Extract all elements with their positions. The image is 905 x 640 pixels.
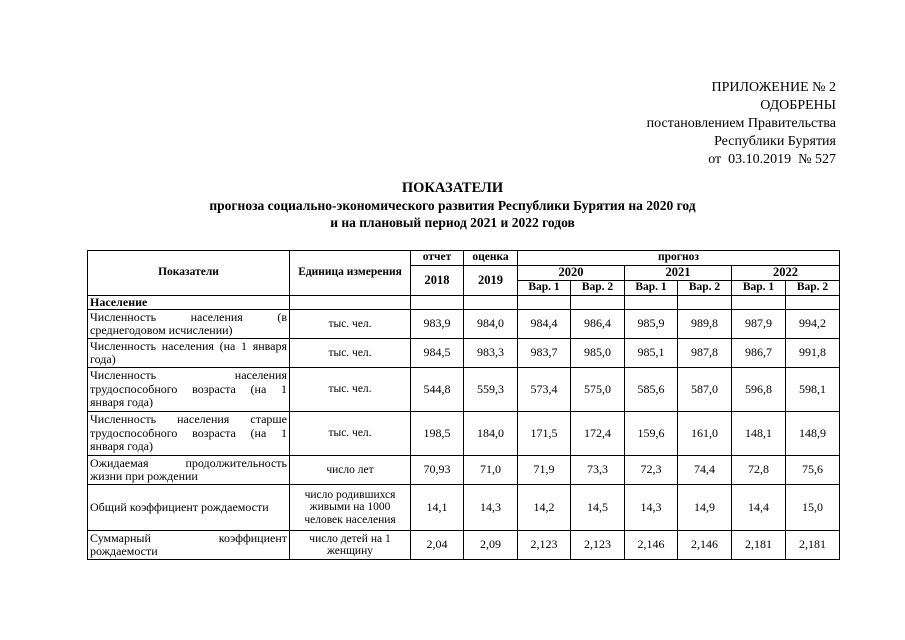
title-line-2: и на плановый период 2021 и 2022 годов <box>330 215 575 230</box>
value-2021-var1: 985,9 <box>625 310 678 339</box>
value-2020-var1: 14,2 <box>518 485 571 531</box>
value-2022-var2: 598,1 <box>786 368 840 412</box>
value-2020-var1: 71,9 <box>518 456 571 485</box>
header-2022-var2: Вар. 2 <box>786 280 840 295</box>
title-line-1: прогноза социально-экономического развития Республики Бурятия на 2020 год <box>209 198 696 213</box>
value-2022-var1: 14,4 <box>732 485 786 531</box>
value-2021-var2: 161,0 <box>678 412 732 456</box>
value-2020-var1: 573,4 <box>518 368 571 412</box>
value-2018: 983,9 <box>411 310 464 339</box>
value-2020-var1: 984,4 <box>518 310 571 339</box>
value-2019: 2,09 <box>464 531 518 560</box>
row-name: Численность населения (на 1 января года) <box>88 339 290 368</box>
value-2018: 2,04 <box>411 531 464 560</box>
header-year-2022: 2022 <box>732 266 840 281</box>
value-2022-var1: 596,8 <box>732 368 786 412</box>
table-row <box>88 456 840 485</box>
row-unit: тыс. чел. <box>290 412 411 456</box>
value-2018: 984,5 <box>411 339 464 368</box>
value-2018: 70,93 <box>411 456 464 485</box>
value-2019: 983,3 <box>464 339 518 368</box>
header-2021-var1: Вар. 1 <box>625 280 678 295</box>
value-2020-var1: 171,5 <box>518 412 571 456</box>
table-row <box>88 368 840 412</box>
value-2020-var2: 2,123 <box>571 531 625 560</box>
value-2022-var1: 148,1 <box>732 412 786 456</box>
value-2021-var1: 72,3 <box>625 456 678 485</box>
value-2019: 184,0 <box>464 412 518 456</box>
value-2021-var2: 987,8 <box>678 339 732 368</box>
value-2021-var1: 14,3 <box>625 485 678 531</box>
indicators-table <box>87 250 840 560</box>
header-year-2019: 2019 <box>464 266 518 296</box>
row-unit: тыс. чел. <box>290 310 411 339</box>
section-population: Население <box>88 295 290 310</box>
value-2021-var2: 14,9 <box>678 485 732 531</box>
header-year-2018: 2018 <box>411 266 464 296</box>
row-unit: тыс. чел. <box>290 339 411 368</box>
value-2020-var2: 986,4 <box>571 310 625 339</box>
value-2018: 544,8 <box>411 368 464 412</box>
value-2022-var1: 72,8 <box>732 456 786 485</box>
header-2020-var2: Вар. 2 <box>571 280 625 295</box>
value-2021-var1: 985,1 <box>625 339 678 368</box>
header-2020-var1: Вар. 1 <box>518 280 571 295</box>
value-2022-var1: 2,181 <box>732 531 786 560</box>
table-row <box>88 339 840 368</box>
value-2021-var2: 989,8 <box>678 310 732 339</box>
row-name: Суммарный коэффициент рождаемости <box>88 531 290 560</box>
header-estimate: оценка <box>464 251 518 266</box>
value-2019: 14,3 <box>464 485 518 531</box>
title-heading: ПОКАЗАТЕЛИ <box>401 180 504 196</box>
value-2020-var2: 14,5 <box>571 485 625 531</box>
header-forecast: прогноз <box>518 251 840 266</box>
value-2021-var2: 74,4 <box>678 456 732 485</box>
row-name: Ожидаемая продолжительность жизни при рождении <box>88 456 290 485</box>
value-2021-var1: 159,6 <box>625 412 678 456</box>
value-2021-var2: 2,146 <box>678 531 732 560</box>
header-2021-var2: Вар. 2 <box>678 280 732 295</box>
approving-organization: Республики Бурятия <box>714 134 836 149</box>
row-name: Общий коэффициент рождаемости <box>88 485 290 531</box>
row-name: Численность населения трудоспособного возраста (на 1 января года) <box>88 368 290 412</box>
header-year-2020: 2020 <box>518 266 625 281</box>
header-unit: Единица измерения <box>290 251 411 296</box>
value-2020-var2: 985,0 <box>571 339 625 368</box>
approved-label: ОДОБРЕНЫ <box>760 98 836 113</box>
value-2018: 198,5 <box>411 412 464 456</box>
table-row <box>88 412 840 456</box>
approved-by: постановлением Правительства <box>646 116 836 131</box>
value-2019: 984,0 <box>464 310 518 339</box>
value-2021-var1: 2,146 <box>625 531 678 560</box>
approval-date: от 03.10.2019 № 527 <box>708 152 836 167</box>
header-report: отчет <box>411 251 464 266</box>
document-title <box>0 180 905 231</box>
row-unit: число лет <box>290 456 411 485</box>
value-2021-var1: 585,6 <box>625 368 678 412</box>
value-2022-var2: 75,6 <box>786 456 840 485</box>
row-unit: тыс. чел. <box>290 368 411 412</box>
value-2022-var2: 994,2 <box>786 310 840 339</box>
value-2020-var1: 2,123 <box>518 531 571 560</box>
value-2022-var2: 15,0 <box>786 485 840 531</box>
row-name: Численность населения (в среднегодовом исчислении) <box>88 310 290 339</box>
approval-block <box>647 79 836 169</box>
value-2020-var2: 172,4 <box>571 412 625 456</box>
value-2022-var2: 2,181 <box>786 531 840 560</box>
header-indicators: Показатели <box>88 251 290 296</box>
value-2022-var1: 987,9 <box>732 310 786 339</box>
header-year-2021: 2021 <box>625 266 732 281</box>
value-2020-var2: 575,0 <box>571 368 625 412</box>
table-row <box>88 485 840 531</box>
value-2022-var2: 148,9 <box>786 412 840 456</box>
appendix-label: ПРИЛОЖЕНИЕ № 2 <box>711 80 836 95</box>
value-2018: 14,1 <box>411 485 464 531</box>
row-unit: число детей на 1 женщину <box>290 531 411 560</box>
row-unit: число родившихся живыми на 1000 человек населения <box>290 485 411 531</box>
value-2022-var2: 991,8 <box>786 339 840 368</box>
value-2020-var1: 983,7 <box>518 339 571 368</box>
value-2019: 559,3 <box>464 368 518 412</box>
value-2021-var2: 587,0 <box>678 368 732 412</box>
value-2022-var1: 986,7 <box>732 339 786 368</box>
value-2020-var2: 73,3 <box>571 456 625 485</box>
row-name: Численность населения старше трудоспособного возраста (на 1 января года) <box>88 412 290 456</box>
header-2022-var1: Вар. 1 <box>732 280 786 295</box>
value-2019: 71,0 <box>464 456 518 485</box>
table-row <box>88 310 840 339</box>
table-row <box>88 531 840 560</box>
